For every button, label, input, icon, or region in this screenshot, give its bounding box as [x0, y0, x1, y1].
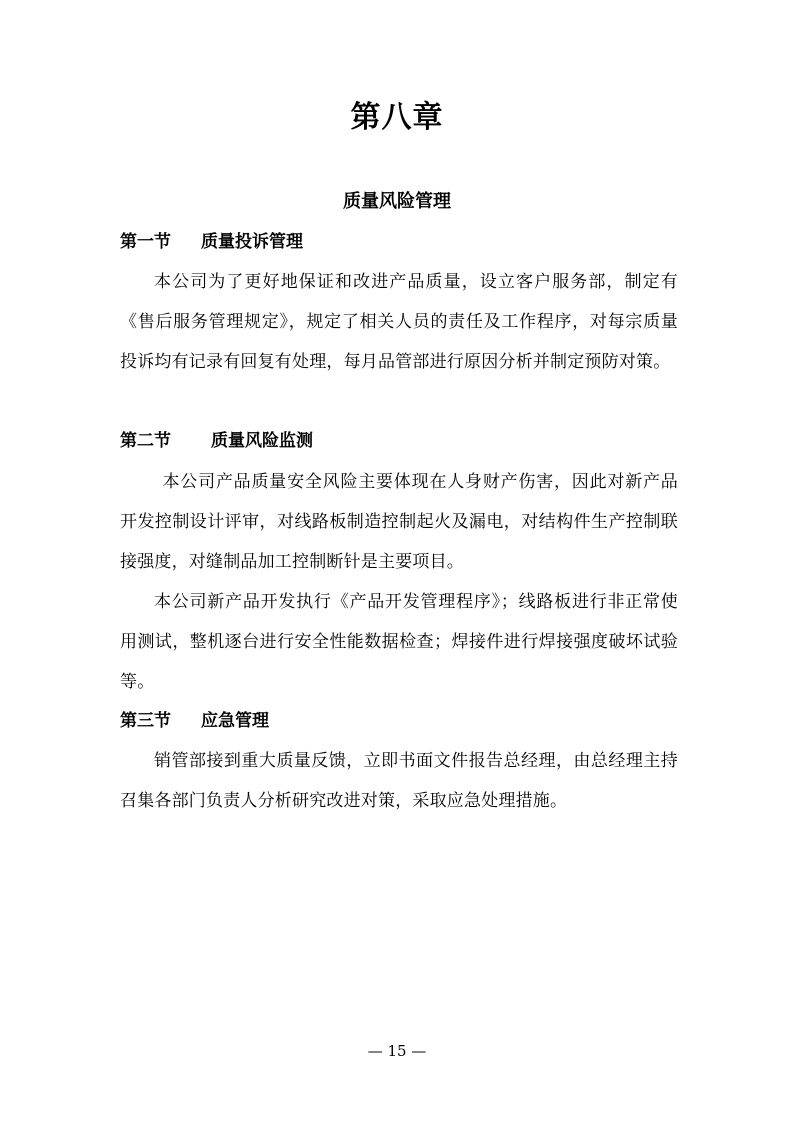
section-heading	[120, 429, 313, 453]
paragraph: 本公司为了更好地保证和改进产品质量，设立客户服务部，制定有《售后服务管理规定》，规定了相关人员的责任及工作程序，对每宗质量投诉均有记录有回复有处理，每月品管部进行原因分析并制定预防对策。	[120, 272, 678, 372]
paragraph: 本公司产品质量安全风险主要体现在人身财产伤害，因此对新产品开发控制设计评审，对线路板制造控制起火及漏电，对结构件生产控制联接强度，对缝制品加工控制断针是主要项目。	[120, 472, 678, 572]
section-title: 质量投诉管理	[201, 232, 303, 252]
chapter-subtitle: 质量风险管理	[343, 191, 451, 212]
section-heading	[120, 230, 303, 254]
chapter-title: 第八章	[350, 100, 444, 135]
section-heading	[120, 709, 269, 733]
page-number: — 15 —	[367, 1042, 427, 1060]
section-title: 应急管理	[201, 711, 269, 731]
section-number: 第三节	[120, 711, 171, 731]
section-title: 质量风险监测	[211, 431, 313, 451]
section-number: 第二节	[120, 431, 171, 451]
paragraph: 销管部接到重大质量反馈，立即书面文件报告总经理，由总经理主持召集各部门负责人分析研究改进对策，采取应急处理措施。	[120, 751, 678, 811]
section-number: 第一节	[120, 232, 171, 252]
paragraph: 本公司新产品开发执行《产品开发管理程序》；线路板进行非正常使用测试，整机逐台进行安全性能数据检查；焊接件进行焊接强度破坏试验等。	[120, 592, 678, 692]
